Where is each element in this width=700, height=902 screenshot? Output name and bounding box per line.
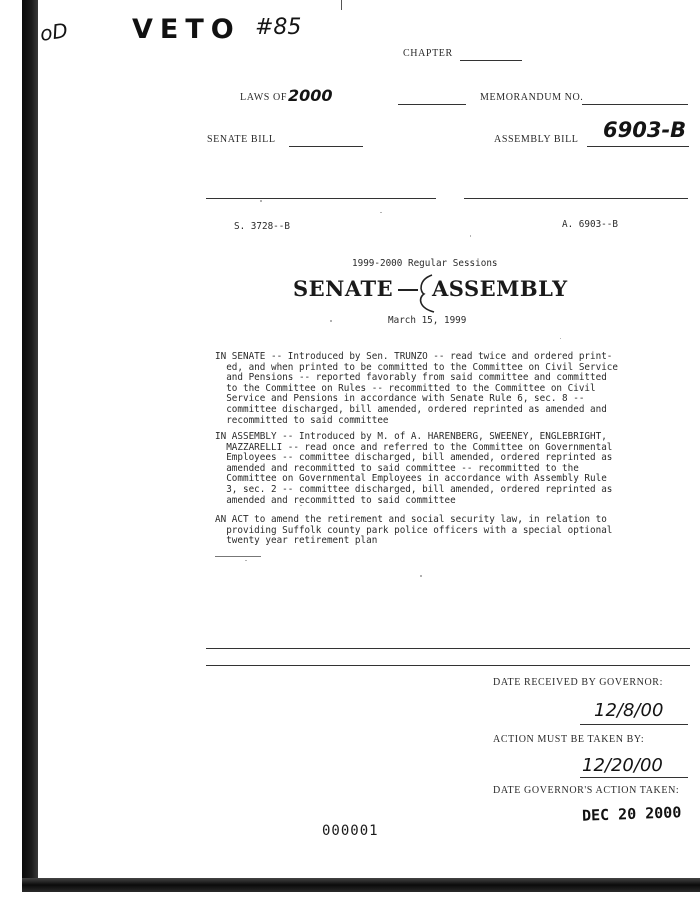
memorandum-line xyxy=(582,104,688,105)
assembly-history xyxy=(215,432,612,506)
act-text-line: twenty year retirement plan xyxy=(215,535,378,547)
session-label: 1999-2000 Regular Sessions xyxy=(352,258,498,269)
bill-date: March 15, 1999 xyxy=(388,315,467,326)
senate-bill-line xyxy=(289,146,363,147)
laws-line xyxy=(398,104,466,105)
separator-line-right xyxy=(464,198,688,199)
laws-year: 2000 xyxy=(288,86,333,105)
senate-history-line: Service and Pensions in accordance with Senate Rule 6, sec. 8 -- xyxy=(215,393,585,405)
senate-history-line: committee discharged, bill amended, ordered reprinted as amended and xyxy=(215,403,607,415)
rule-lower xyxy=(206,665,690,666)
act-text-line: providing Suffolk county park police officers with a special optional xyxy=(215,524,613,536)
action-taken-label: DATE GOVERNOR'S ACTION TAKEN: xyxy=(493,785,680,796)
action-deadline-line xyxy=(580,777,688,778)
act-text-line: AN ACT to amend the retirement and social security law, in relation to xyxy=(215,514,607,525)
veto-label: VETO xyxy=(132,14,241,45)
act-end-rule xyxy=(215,556,261,557)
act-text xyxy=(215,515,612,547)
scan-left-edge xyxy=(22,0,38,890)
senate-history-line: to the Committee on Rules -- recommitted to the Committee on Civil xyxy=(215,382,596,394)
senate-history xyxy=(215,352,618,426)
assembly-bill-number-printed: A. 6903--B xyxy=(562,219,618,230)
assembly-history-line: Employees -- committee discharged, bill amended, ordered reprinted as xyxy=(215,452,613,464)
assembly-history-line: MAZZARELLI -- read once and referred to the Committee on Governmental xyxy=(215,441,613,453)
action-taken-stamp: DEC 20 2000 xyxy=(581,803,682,825)
date-received-label: DATE RECEIVED BY GOVERNOR: xyxy=(493,677,663,688)
senate-history-line: ed, and when printed to be committed to the Committee on Civil Service xyxy=(215,361,618,373)
date-received-line xyxy=(580,724,688,725)
date-received-value: 12/8/00 xyxy=(594,700,664,721)
assembly-bill-number: 6903-B xyxy=(603,118,687,142)
action-deadline-label: ACTION MUST BE TAKEN BY: xyxy=(493,734,645,745)
laws-of-label: LAWS OF xyxy=(240,92,288,103)
action-deadline-value: 12/20/00 xyxy=(582,755,663,776)
senate-history-line: recommitted to said committee xyxy=(215,414,389,426)
chapter-line xyxy=(460,60,522,61)
assembly-bill-label: ASSEMBLY BILL xyxy=(494,134,579,145)
assembly-bill-line xyxy=(587,146,689,147)
senate-bill-number: S. 3728--B xyxy=(234,221,290,232)
assembly-history-line: amended and recommitted to said committee xyxy=(215,494,456,506)
scan-tick xyxy=(341,0,342,10)
assembly-history-line: IN ASSEMBLY -- Introduced by M. of A. HARENBERG, SWEENEY, ENGLEBRIGHT, xyxy=(215,431,607,442)
page-number: 000001 xyxy=(322,823,379,839)
scan-bottom-edge xyxy=(22,878,700,892)
senate-history-line: IN SENATE -- Introduced by Sen. TRUNZO -- read twice and ordered print- xyxy=(215,351,613,362)
rule-upper xyxy=(206,648,690,649)
chapter-label: CHAPTER xyxy=(403,48,453,59)
assembly-history-line: Committee on Governmental Employees in accordance with Assembly Rule xyxy=(215,473,607,485)
senate-bill-label: SENATE BILL xyxy=(207,134,276,145)
veto-number: #85 xyxy=(255,15,302,40)
senate-history-line: and Pensions -- reported favorably from said committee and committed xyxy=(215,372,607,384)
chamber-assembly: ASSEMBLY xyxy=(432,276,568,301)
separator-line-left xyxy=(206,198,436,199)
assembly-history-line: amended and recommitted to said committee -- recommitted to the xyxy=(215,462,579,474)
memorandum-label: MEMORANDUM NO. xyxy=(480,92,584,103)
corner-mark: oD xyxy=(38,18,70,46)
assembly-history-line: 3, sec. 2 -- committee discharged, bill amended, ordered reprinted as xyxy=(215,483,613,495)
chamber-senate: SENATE xyxy=(293,276,394,301)
